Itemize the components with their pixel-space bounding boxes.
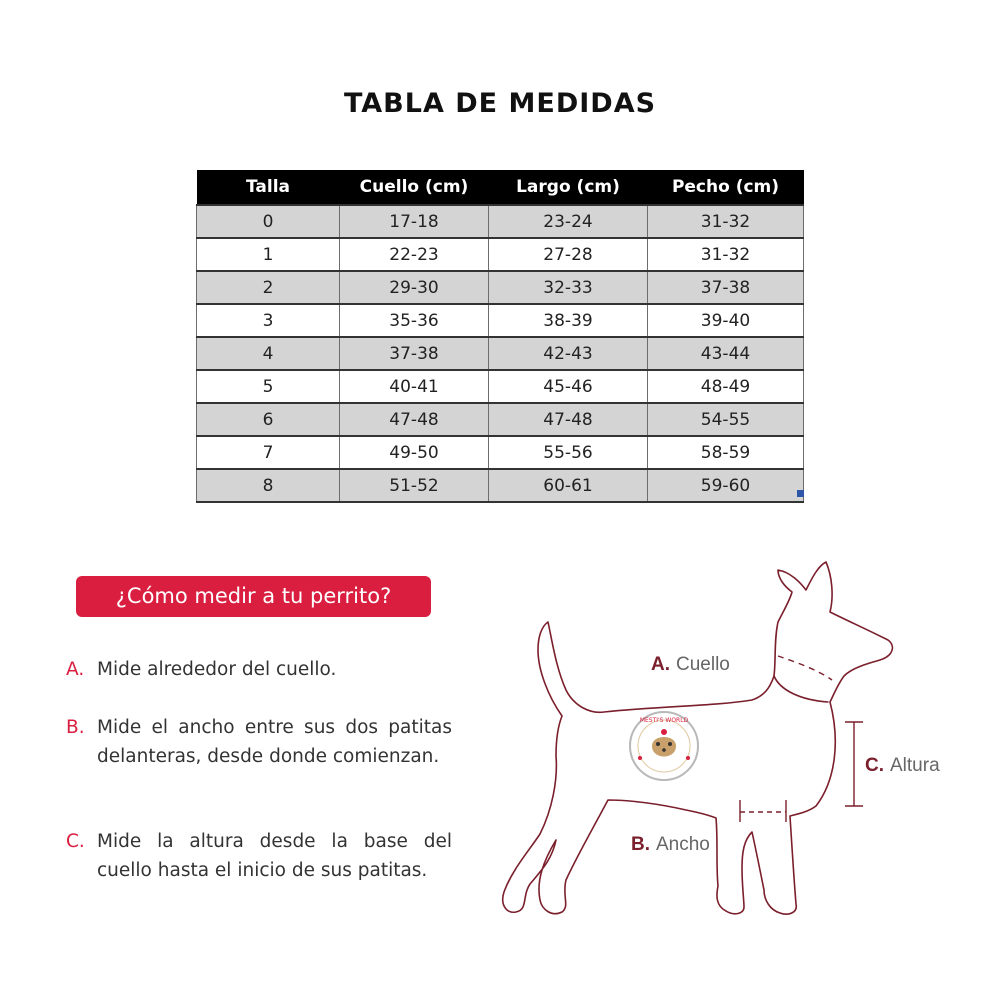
cell-largo: 47-48: [489, 403, 648, 436]
label-text: Cuello: [676, 654, 730, 675]
table-header-row: [197, 170, 804, 205]
label-altura: [865, 755, 940, 777]
cell-largo: 42-43: [489, 337, 648, 370]
step-letter: A.: [66, 659, 85, 680]
step-text: Mide alrededor del cuello.: [97, 659, 337, 680]
cell-pecho: 31-32: [648, 205, 804, 238]
table-row: [197, 370, 804, 403]
header-talla: Talla: [197, 170, 340, 205]
table-row: [197, 436, 804, 469]
table-corner-mark: [797, 490, 804, 497]
cell-pecho: 48-49: [648, 370, 804, 403]
cell-pecho: 31-32: [648, 238, 804, 271]
step-c: [66, 827, 452, 885]
header-cuello: Cuello (cm): [340, 170, 489, 205]
cell-talla: 7: [197, 436, 340, 469]
cell-talla: 4: [197, 337, 340, 370]
label-cuello: [651, 654, 730, 676]
table-row: [197, 403, 804, 436]
cell-talla: 0: [197, 205, 340, 238]
cell-cuello: 29-30: [340, 271, 489, 304]
cell-largo: 32-33: [489, 271, 648, 304]
label-letter: B.: [631, 834, 650, 855]
step-a: [66, 655, 452, 684]
label-letter: A.: [651, 654, 670, 675]
cell-largo: 45-46: [489, 370, 648, 403]
cell-talla: 1: [197, 238, 340, 271]
table-row: [197, 337, 804, 370]
cell-pecho: 43-44: [648, 337, 804, 370]
logo-text: MESTI'S WORLD: [639, 717, 689, 724]
size-table: [196, 170, 804, 503]
cell-cuello: 35-36: [340, 304, 489, 337]
cell-pecho: 39-40: [648, 304, 804, 337]
step-text: Mide la altura desde la base del cuello hasta el inicio de sus patitas.: [97, 831, 452, 881]
cell-largo: 60-61: [489, 469, 648, 502]
cell-talla: 3: [197, 304, 340, 337]
table-row: [197, 469, 804, 502]
page-title: TABLA DE MEDIDAS: [343, 88, 657, 119]
cell-talla: 5: [197, 370, 340, 403]
step-b: [66, 713, 452, 771]
cell-largo: 27-28: [489, 238, 648, 271]
table-row: [197, 205, 804, 238]
table-row: [197, 304, 804, 337]
label-text: Ancho: [656, 834, 710, 855]
cell-largo: 55-56: [489, 436, 648, 469]
cell-talla: 6: [197, 403, 340, 436]
label-letter: C.: [865, 755, 884, 776]
neck-dashed-line: [778, 656, 832, 680]
cell-largo: 38-39: [489, 304, 648, 337]
table-row: [197, 238, 804, 271]
cell-cuello: 37-38: [340, 337, 489, 370]
brand-logo: [630, 712, 698, 780]
cell-pecho: 54-55: [648, 403, 804, 436]
cell-cuello: 17-18: [340, 205, 489, 238]
header-largo: Largo (cm): [489, 170, 648, 205]
cell-talla: 2: [197, 271, 340, 304]
cell-cuello: 40-41: [340, 370, 489, 403]
step-letter: B.: [66, 717, 85, 738]
cell-largo: 23-24: [489, 205, 648, 238]
table-row: [197, 271, 804, 304]
step-text: Mide el ancho entre sus dos patitas delanteras, desde donde comienzan.: [97, 717, 452, 767]
cell-cuello: 49-50: [340, 436, 489, 469]
dog-measurement-diagram: [490, 550, 950, 930]
cell-pecho: 37-38: [648, 271, 804, 304]
cell-cuello: 51-52: [340, 469, 489, 502]
label-ancho: [631, 834, 710, 856]
step-letter: C.: [66, 831, 85, 852]
howto-heading: ¿Cómo medir a tu perrito?: [76, 576, 431, 617]
cell-pecho: 58-59: [648, 436, 804, 469]
header-pecho: Pecho (cm): [648, 170, 804, 205]
cell-cuello: 47-48: [340, 403, 489, 436]
cell-talla: 8: [197, 469, 340, 502]
label-text: Altura: [890, 755, 940, 776]
cell-pecho: 59-60: [648, 469, 804, 502]
cell-cuello: 22-23: [340, 238, 489, 271]
